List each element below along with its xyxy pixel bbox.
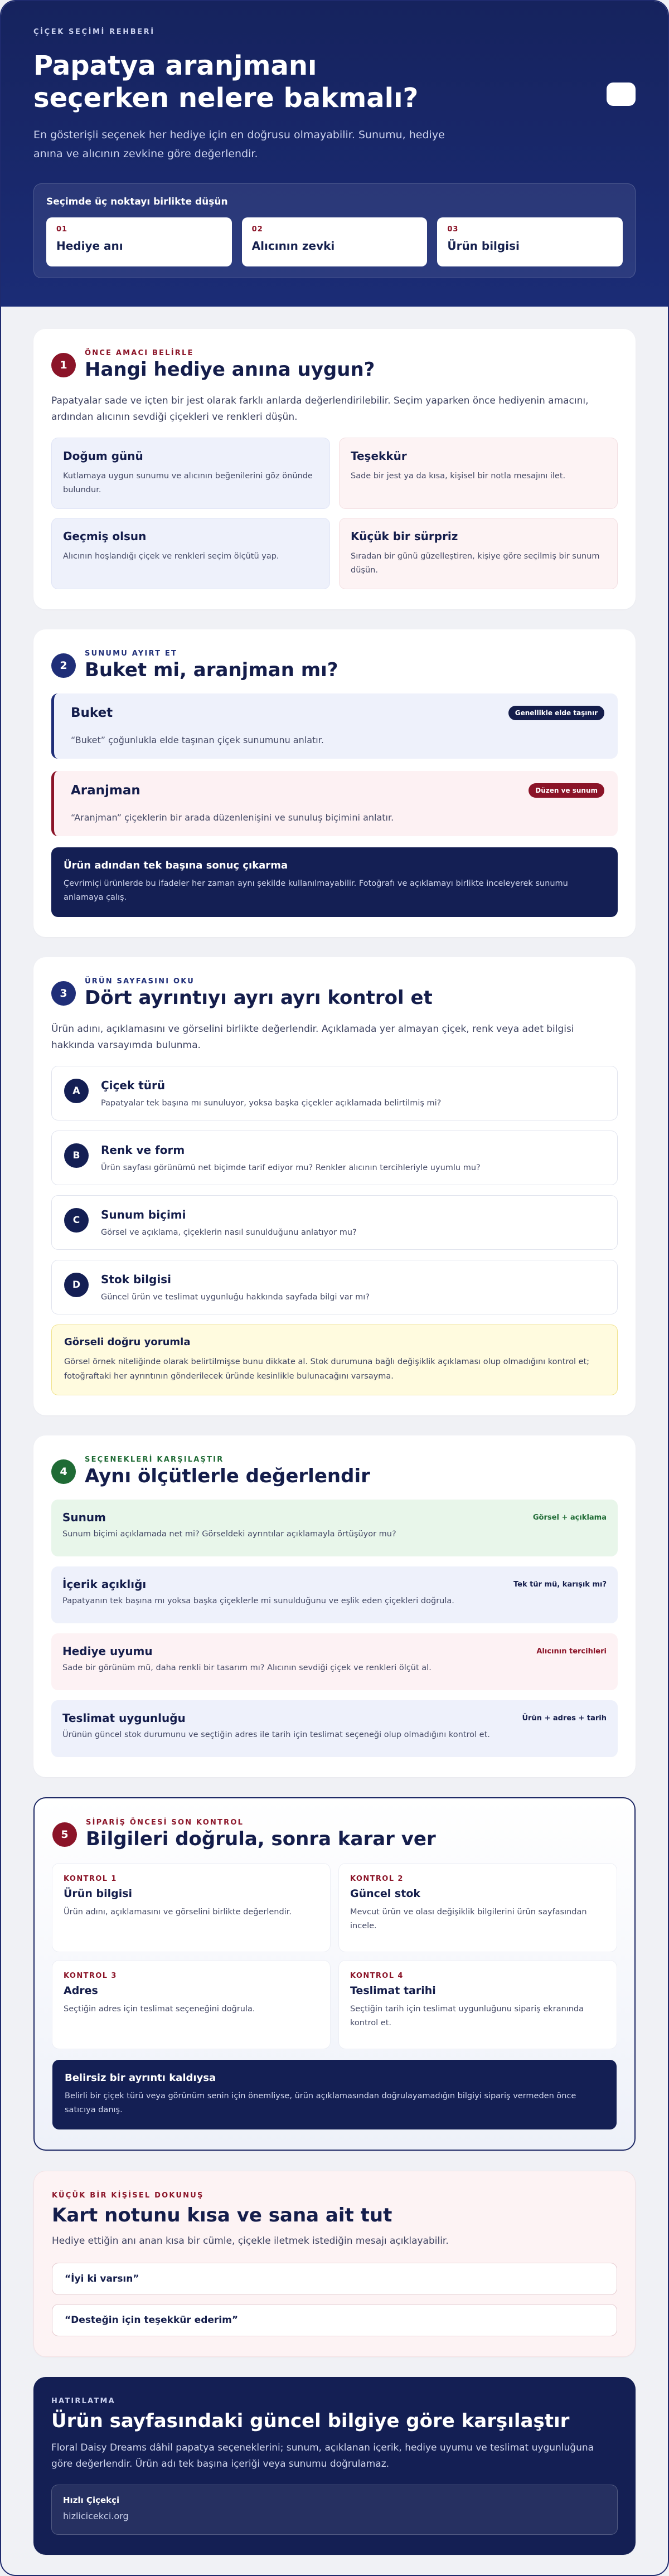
section-description: Ürün adını, açıklamasını ve görselini birlikte değerlendir. Açıklamada yer almayan çiçek, renk veya adet bilgisi hakkında varsayımda bulunma.: [51, 1023, 574, 1051]
comparison-text: Sunum biçimi açıklamada net mi? Görseldeki ayrıntılar açıklamayla örtüşüyor mu?: [62, 1530, 396, 1539]
section-eyebrow: KÜÇÜK BİR KİŞİSEL DOKUNUŞ: [52, 2191, 204, 2200]
checklist-title: Sunum biçimi: [101, 1208, 186, 1221]
shop-link[interactable]: [51, 2485, 618, 2535]
section-description: Papatyalar sade ve içten bir jest olarak farklı anlarda değerlendirilebilir. Seçim yaparken önce hediyenin amacını, ardından alıcının sevdiği çiçekleri ve renkleri düşün.: [51, 395, 589, 423]
section-title: Kart notunu kısa ve sana ait tut: [52, 2204, 392, 2226]
hero-eyebrow: ÇİÇEK SEÇİMİ REHBERİ: [33, 28, 155, 36]
comparison-row: [51, 1566, 618, 1623]
note-example: “Desteğin için teşekkür ederim”: [52, 2304, 617, 2336]
bouquet-text: “Buket” çoğunlukla elde taşınan çiçek sunumunu anlatır.: [71, 735, 324, 745]
check-label: KONTROL 2: [350, 1875, 404, 1883]
section-header: [51, 649, 618, 681]
checklist-text: Papatyalar tek başına mı sunuluyor, yoksa başka çiçekler açıklamada belirtilmiş mi?: [101, 1099, 442, 1108]
section-card-note: [33, 2171, 636, 2357]
hero-step: [46, 217, 232, 266]
section-title: Ürün sayfasındaki güncel bilgiye göre karşılaştır: [51, 2410, 570, 2432]
arrangement-text: “Aranjman” çiçeklerin bir arada düzenlenişini ve sunuluş biçimini anlatır.: [71, 812, 394, 823]
occasion-tile: [51, 518, 330, 589]
hero-step-label: Hediye anı: [56, 239, 123, 253]
main-content: [1, 307, 668, 2555]
section-compare: [33, 1435, 636, 1777]
comparison-text: Sade bir görünüm mü, daha renkli bir tasarım mı? Alıcının sevdiği çiçek ve renkleri ölçüt al.: [62, 1663, 432, 1672]
checklist-letter: C: [64, 1208, 89, 1233]
checklist-item: [51, 1066, 618, 1120]
section-eyebrow: HATIRLATMA: [51, 2397, 115, 2405]
section-final-check: [33, 1797, 636, 2151]
checklist-title: Stok bilgisi: [101, 1273, 171, 1286]
comparison-row: [51, 1633, 618, 1690]
checklist-letter: A: [64, 1079, 89, 1103]
page-title: Papatya aranjmanı seçerken nelere bakmalı?: [33, 50, 419, 114]
section-title: Bilgileri doğrula, sonra karar ver: [86, 1828, 436, 1850]
occasion-title: Doğum günü: [63, 449, 143, 463]
comparison-title: Sunum: [62, 1511, 106, 1524]
section-product-page: [33, 957, 636, 1415]
check-label: KONTROL 3: [64, 1972, 117, 1980]
arrangement-card: [51, 771, 618, 836]
bouquet-tag: Genellikle elde taşınır: [508, 706, 604, 720]
comparison-criterion: Ürün + adres + tarih: [522, 1714, 607, 1723]
occasion-tile: [339, 518, 618, 589]
note-example: “İyi ki varsın”: [52, 2263, 617, 2295]
occasion-text: Kutlamaya uygun sunumu ve alıcının beğenilerini göz önünde bulundur.: [63, 472, 313, 494]
warning-text: Görsel örnek niteliğinde olarak belirtilmişse bunu dikkate al. Stok durumuna bağlı değişiklik açıklaması olup olmadığını kontrol et; fotoğraftaki her ayrıntının gönderilecek üründe kesinlikle bulunacağını varsayma.: [64, 1357, 590, 1381]
check-text: Ürün adını, açıklamasını ve görselini birlikte değerlendir.: [64, 1908, 292, 1917]
arrangement-title: Aranjman: [71, 783, 140, 798]
comparison-text: Papatyanın tek başına mı yoksa başka çiçeklerle mi sunulduğunu ve eşlik eden çiçekleri doğrula.: [62, 1597, 454, 1605]
occasion-text: Sade bir jest ya da kısa, kişisel bir notla mesajını ilet.: [351, 472, 566, 481]
hero-steps: [46, 217, 623, 266]
check-text: Seçtiğin adres için teslimat seçeneğini doğrula.: [64, 2005, 255, 2014]
hero-steps-box: [33, 183, 636, 278]
section-header: [51, 1456, 618, 1487]
section-description: Hediye ettiğin anı anan kısa bir cümle, çiçekle iletmek istediğin mesajı açıklayabilir.: [52, 2235, 449, 2247]
section-title: Dört ayrıntıyı ayrı ayrı kontrol et: [85, 987, 433, 1009]
section-number-badge: 5: [52, 1822, 77, 1847]
arrangement-tag: Düzen ve sunum: [529, 783, 604, 798]
check-title: Teslimat tarihi: [350, 1985, 436, 1997]
checklist-title: Renk ve form: [101, 1143, 185, 1157]
check-title: Ürün bilgisi: [64, 1888, 133, 1900]
comparison-list: [51, 1500, 618, 1757]
hero-step-number: 01: [56, 225, 68, 234]
warning-title: Görseli doğru yorumla: [64, 1336, 191, 1348]
hero: [1, 1, 668, 307]
hero-decoration: [607, 83, 636, 106]
comparison-title: Hediye uyumu: [62, 1644, 153, 1658]
comparison-criterion: Tek tür mü, karışık mı?: [513, 1580, 607, 1589]
occasion-tile: [51, 438, 330, 509]
caution-title: Ürün adından tek başına sonuç çıkarma: [64, 860, 288, 871]
check-tile: [339, 1864, 617, 1952]
section-number-badge: 3: [51, 981, 76, 1006]
caution-text: Çevrimiçi ürünlerde bu ifadeler her zaman aynı şekilde kullanılmayabilir. Fotoğrafı ve açıklamayı birlikte inceleyerek sunumu anlamaya çalış.: [64, 879, 568, 902]
checklist-item: [51, 1260, 618, 1314]
section-number-badge: 4: [51, 1459, 76, 1484]
hero-step-label: Alıcının zevki: [251, 239, 335, 253]
checklist: [51, 1066, 618, 1314]
shop-url: hizlicicekci.org: [63, 2511, 129, 2521]
checklist-title: Çiçek türü: [101, 1079, 166, 1092]
occasion-title: Teşekkür: [351, 449, 407, 463]
section-title: Hangi hediye anına uygun?: [85, 358, 375, 381]
bouquet-title: Buket: [71, 706, 113, 720]
uncertain-text: Belirli bir çiçek türü veya görünüm senin için önemliyse, ürün açıklamasından doğrulayamadığın bilgiyi sipariş vermeden önce satıcıya danış.: [65, 2092, 576, 2114]
checklist-text: Ürün sayfası görünümü net biçimde tarif ediyor mu? Renkler alıcının tercihleriyle uyumlu mu?: [101, 1163, 481, 1172]
comparison-title: İçerik açıklığı: [62, 1578, 147, 1591]
comparison-criterion: Alıcının tercihleri: [536, 1647, 607, 1656]
hero-step: [242, 217, 428, 266]
checklist-text: Güncel ürün ve teslimat uygunluğu hakkında sayfada bilgi var mı?: [101, 1293, 370, 1302]
check-title: Adres: [64, 1985, 98, 1997]
section-header: [52, 1818, 617, 1850]
section-eyebrow: ÖNCE AMACI BELİRLE: [85, 349, 194, 357]
comparison-title: Teslimat uygunluğu: [62, 1711, 186, 1725]
hero-step: [437, 217, 623, 266]
shop-name: Hızlı Çiçekçi: [63, 2495, 120, 2505]
section-bouquet-vs-arrangement: [33, 629, 636, 937]
section-gift-occasion: [33, 329, 636, 609]
occasion-text: Sıradan bir günü güzelleştiren, kişiye göre seçilmiş bir sunum düşün.: [351, 552, 600, 575]
final-check-grid: [52, 1864, 617, 2049]
checklist-item: [51, 1131, 618, 1185]
section-title: Buket mi, aranjman mı?: [85, 659, 338, 681]
check-text: Seçtiğin tarih için teslimat uygunluğunu sipariş ekranında kontrol et.: [350, 2005, 584, 2027]
checklist-letter: D: [64, 1273, 89, 1297]
hero-step-label: Ürün bilgisi: [447, 239, 520, 253]
section-description: Floral Daisy Dreams dâhil papatya seçeneklerini; sunum, açıklanan içerik, hediye uyumu ve teslimat uygunluğuna göre değerlendir. Ürün adı tek başına içeriği veya sunumu doğrulamaz.: [51, 2442, 594, 2470]
section-number-badge: 2: [51, 653, 76, 678]
check-title: Güncel stok: [350, 1888, 421, 1900]
checklist-letter: B: [64, 1143, 89, 1168]
checklist-item: [51, 1195, 618, 1250]
comparison-row: [51, 1500, 618, 1556]
occasion-title: Küçük bir sürpriz: [351, 530, 458, 543]
check-tile: [52, 1864, 330, 1952]
comparison-criterion: Görsel + açıklama: [532, 1513, 607, 1522]
uncertain-title: Belirsiz bir ayrıntı kaldıysa: [65, 2072, 216, 2084]
section-eyebrow: SEÇENEKLERİ KARŞILAŞTIR: [85, 1456, 224, 1464]
occasion-grid: [51, 438, 618, 589]
occasion-tile: [339, 438, 618, 509]
hero-box-title: Seçimde üç noktayı birlikte düşün: [46, 196, 228, 207]
uncertain-detail-note: [52, 2060, 617, 2129]
check-tile: [339, 1961, 617, 2049]
image-warning: [51, 1325, 618, 1395]
occasion-title: Geçmiş olsun: [63, 530, 147, 543]
check-label: KONTROL 4: [350, 1972, 404, 1980]
caution-note: [51, 847, 618, 917]
check-text: Mevcut ürün ve olası değişiklik bilgilerini ürün sayfasından incele.: [350, 1908, 587, 1930]
hero-step-number: 03: [447, 225, 459, 234]
comparison-text: Ürünün güncel stok durumunu ve seçtiğin adres ile tarih için teslimat seçeneği olup olmadığını kontrol et.: [62, 1730, 490, 1739]
check-label: KONTROL 1: [64, 1875, 117, 1883]
hero-step-number: 02: [251, 225, 263, 234]
hero-subtitle: En gösterişli seçenek her hediye için en doğrusu olmayabilir. Sunumu, hediye anına ve alıcının zevkine göre değerlendir.: [33, 129, 445, 160]
section-reminder: [33, 2377, 636, 2555]
section-eyebrow: SİPARİŞ ÖNCESİ SON KONTROL: [86, 1818, 244, 1827]
section-eyebrow: SUNUMU AYIRT ET: [85, 649, 178, 658]
occasion-text: Alıcının hoşlandığı çiçek ve renkleri seçim ölçütü yap.: [63, 552, 279, 561]
section-header: [51, 977, 618, 1009]
section-header: [51, 349, 618, 381]
section-number-badge: 1: [51, 353, 76, 377]
comparison-row: [51, 1700, 618, 1757]
checklist-text: Görsel ve açıklama, çiçeklerin nasıl sunulduğunu anlatıyor mu?: [101, 1228, 357, 1237]
section-eyebrow: ÜRÜN SAYFASINI OKU: [85, 977, 195, 986]
bouquet-card: [51, 693, 618, 759]
check-tile: [52, 1961, 330, 2049]
section-title: Aynı ölçütlerle değerlendir: [85, 1465, 370, 1487]
